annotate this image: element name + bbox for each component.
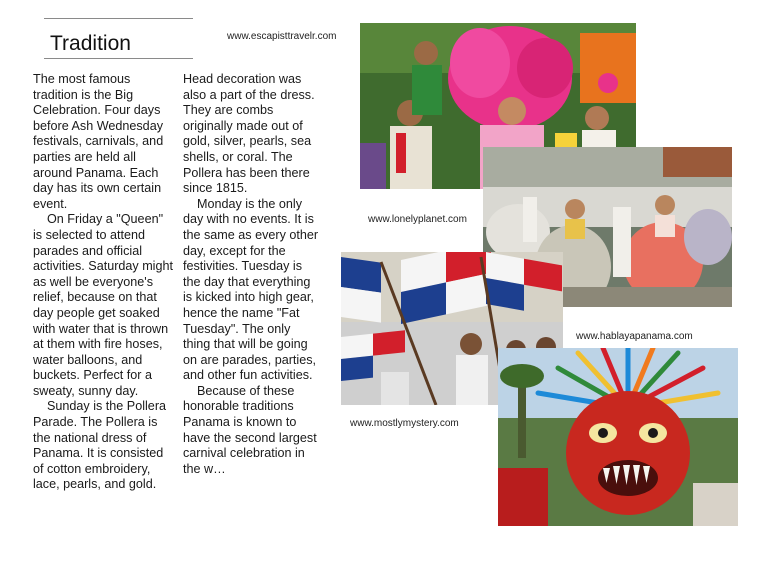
- top-rule: [44, 18, 193, 19]
- credit-lonelyplanet: www.lonelyplanet.com: [368, 214, 467, 225]
- paragraph: Sunday is the Pollera Parade. The Pollera is the national dress of Panama. It is consisted of cotton embroidery, lace, pearls, and gold.: [33, 399, 167, 492]
- credit-hablaya: www.hablayapanama.com: [576, 331, 693, 342]
- diablo-mask-photo: [498, 348, 738, 526]
- title-underline: [44, 58, 193, 59]
- paragraph: Head decoration was also a part of the dress. They are combs originally made out of gold, silver, pearls, sea shells, or coral. The Pollera has been there since 1815.: [183, 72, 315, 196]
- credit-escapist: www.escapisttravelr.com: [227, 31, 337, 42]
- paragraph: The most famous tradition is the Big Celebration. Four days before Ash Wednesday festivals, carnivals, and parties are held all around Panama. Each day has its own certain event.: [33, 72, 164, 211]
- paragraph: Because of these honorable traditions Panama is known to have the second largest carnival celebration in the w…: [183, 383, 317, 476]
- paragraph: Monday is the only day with no events. It is the same as every other day, except for the festivities. Tuesday is the day that everything is kicked into high gear, hence the name "Fat Tuesday". The only thing that will be going on are parades, parties, and other fun activities.: [183, 196, 319, 383]
- credit-mostlymystery: www.mostlymystery.com: [350, 418, 459, 429]
- text-column-right: [183, 72, 321, 477]
- slide-title: Tradition: [50, 32, 131, 55]
- paragraph: On Friday a "Queen" is selected to attend parades and official activities. Saturday might as well be everyone's relief, because on that day people get soaked with water that is thrown at them with fire hoses, water balloons, and buckets. Perfect for a sweaty, sunny day.: [33, 212, 173, 398]
- text-column-left: [33, 72, 175, 493]
